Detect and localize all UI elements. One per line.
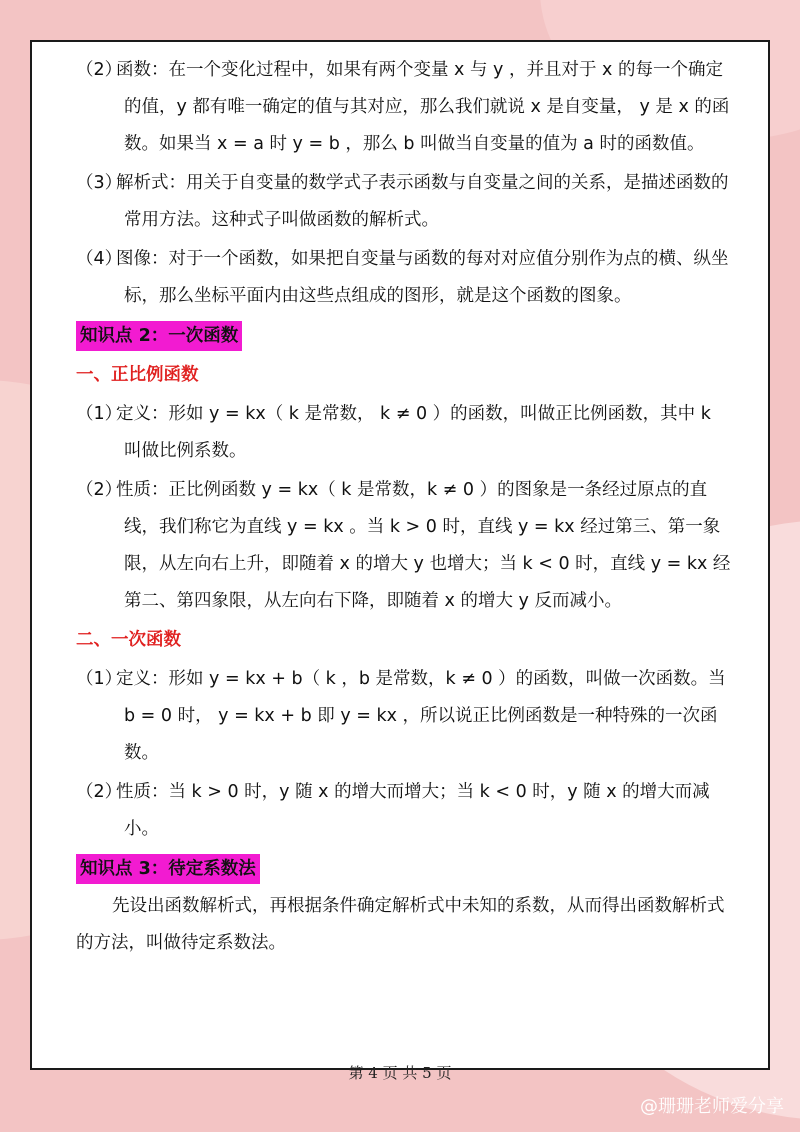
item-number: （1）: [76, 669, 123, 689]
document-content: [76, 52, 732, 962]
item-number: （1）: [76, 404, 123, 424]
section-heading: 知识点 2：一次函数: [76, 321, 242, 351]
subsection-title: 二、一次函数: [76, 630, 181, 650]
item-number: （2）: [76, 480, 123, 500]
item-text: 性质：正比例函数 y = kx（ k 是常数，k ≠ 0 ）的图象是一条经过原点的直线，我们称它为直线 y = kx 。当 k > 0 时，直线 y = kx 经过第三、第一象限，从左向右上升，即随着 x 的增大 y 也增大；当 k < 0 时，直线 y = kx 经第二、第四象限，从左向右下降，即随着 x 的增大 y 反而减小。: [116, 480, 731, 611]
list-item: [76, 774, 732, 848]
item-text: 定义：形如 y = kx（ k 是常数， k ≠ 0 ）的函数，叫做正比例函数，其中 k 叫做比例系数。: [116, 404, 711, 461]
list-item: [76, 241, 732, 315]
list-item: [76, 165, 732, 239]
watermark: @珊珊老师爱分享: [640, 1096, 784, 1117]
paragraph: 先设出函数解析式，再根据条件确定解析式中未知的系数，从而得出函数解析式的方法，叫做待定系数法。: [76, 896, 725, 953]
item-number: （2）: [76, 782, 123, 802]
item-text: 解析式：用关于自变量的数学式子表示函数与自变量之间的关系，是描述函数的常用方法。这种式子叫做函数的解析式。: [116, 173, 729, 230]
item-number: （2）: [76, 60, 123, 80]
list-item: [76, 396, 732, 470]
section-heading: 知识点 3：待定系数法: [76, 854, 260, 884]
item-text: 图像：对于一个函数，如果把自变量与函数的每对对应值分别作为点的横、纵坐标，那么坐标平面内由这些点组成的图形，就是这个函数的图象。: [116, 249, 729, 306]
item-text: 函数：在一个变化过程中，如果有两个变量 x 与 y ，并且对于 x 的每一个确定的值，y 都有唯一确定的值与其对应，那么我们就说 x 是自变量， y 是 x 的函数。如果当 x = a 时 y = b ，那么 b 叫做当自变量的值为 a 时的函数值。: [116, 60, 730, 154]
item-text: 定义：形如 y = kx + b（ k ，b 是常数，k ≠ 0 ）的函数，叫做一次函数。当 b = 0 时， y = kx + b 即 y = kx ，所以说正比例函数是一种特殊的一次函数。: [116, 669, 726, 763]
list-item: [76, 472, 732, 620]
item-number: （4）: [76, 249, 123, 269]
list-item: [76, 52, 732, 163]
list-item: [76, 661, 732, 772]
subsection-title: 一、正比例函数: [76, 365, 199, 385]
page-footer: 第 4 页 共 5 页: [348, 1064, 452, 1082]
item-text: 性质：当 k > 0 时，y 随 x 的增大而增大；当 k < 0 时，y 随 x 的增大而减小。: [116, 782, 710, 839]
item-number: （3）: [76, 173, 123, 193]
